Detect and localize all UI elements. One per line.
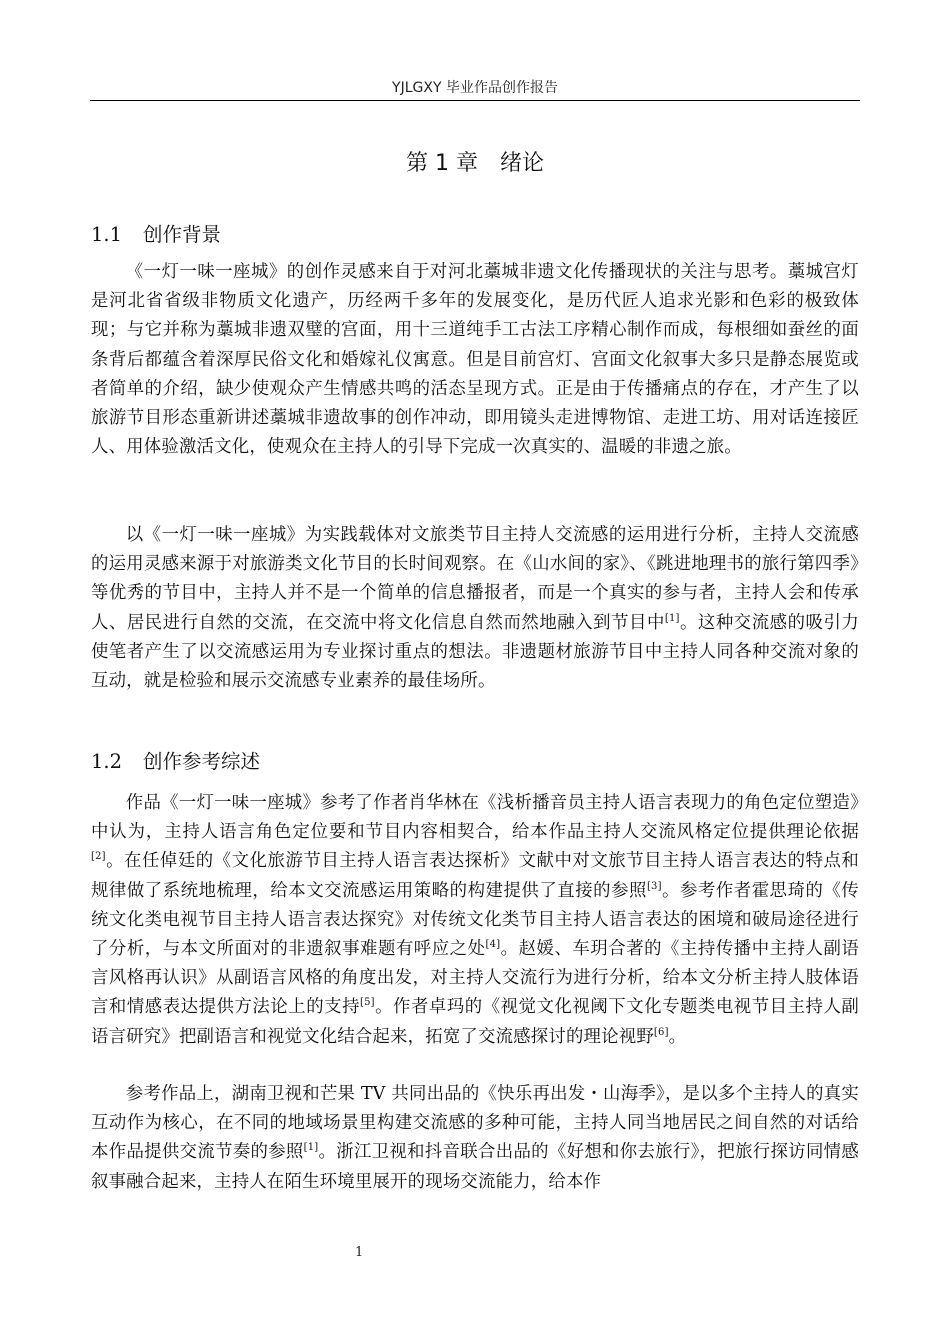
section-title: 创作背景 <box>143 223 222 246</box>
header-rule <box>90 100 860 101</box>
page-number: 1 <box>355 1245 364 1260</box>
paragraph: 《一灯一味一座城》的创作灵感来自于对河北藁城非遗文化传播现状的关注与思考。藁城宫灯是河北省省级非物质文化遗产，历经两千多年的发展变化，是历代匠人追求光影和色彩的极致体现；与它并称为藁城非遗双璧的宫面，用十三道纯手工古法工序精心制作而成，每根细如蚕丝的面条背后都蕴含着深厚民俗文化和婚嫁礼仪寓意。但是目前宫灯、宫面文化叙事大多只是静态展览或者简单的介绍，缺少使观众产生情感共鸣的活态呈现方式。正是由于传播痛点的存在，才产生了以旅游节目形态重新讲述藁城非遗故事的创作冲动，即用镜头走进博物馆、走进工坊、用对话连接匠人、用体验激活文化，使观众在主持人的引导下完成一次真实的、温暖的非遗之旅。 <box>91 262 859 458</box>
paragraph <box>91 789 859 1052</box>
citation-ref: [5] <box>360 997 375 1009</box>
citation-ref: [1] <box>303 1142 319 1154</box>
section-heading-1-1 <box>91 219 221 247</box>
paragraph-text: 。在任倬廷的《文化旅游节目主持人语言表达探析》文献中对文旅节目主持人语言表达的特点和规律做了系统地梳理，给本文交流感运用策略的构建提供了直接的参照 <box>91 851 859 901</box>
paragraph-text: 。 <box>668 1026 687 1047</box>
paragraph-text: 作品《一灯一味一座城》参考了作者肖华林在《浅析播音员主持人语言表现力的角色定位塑造》中认为，主持人语言角色定位要和节目内容相契合，给本作品主持人交流风格定位提供理论依据 <box>91 793 859 843</box>
paragraph-text: 。参考作者霍思琦的《传统文化类电视节目主持人语言表达探究》对传统文化类节目主持人语言表达的困境和破局途径进行了分析，与本文所面对的非遗叙事难题有呼应之处 <box>91 880 859 960</box>
chapter-title <box>90 146 860 177</box>
citation-ref: [4] <box>485 939 501 951</box>
paragraph-text: 。赵媛、车玥合著的《主持传播中主持人副语言风格再认识》从副语言风格的角度出发，对主持人交流行为进行分析，给本文分析主持人肢体语言和情感表达提供方法论上的支持 <box>91 939 859 1018</box>
paragraph-text: 。浙江卫视和抖音联合出品的《好想和你去旅行》，把旅行探访同情感叙事融合起来，主持人在陌生环境里展开的现场交流能力，给本作 <box>91 1142 859 1192</box>
citation-ref: [2] <box>91 851 106 863</box>
paragraph <box>91 1080 859 1197</box>
paragraph-text: 参考作品上，湖南卫视和芒果 TV 共同出品的《快乐再出发・山海季》，是以多个主持人的真实互动作为核心，在不同的地域场景里构建交流感的多种可能，主持人同当地居民之间自然的对话给本作品提供交流节奏的参照 <box>91 1084 859 1163</box>
paragraph-text: 以《一灯一味一座城》为实践载体对文旅类节目主持人交流感的运用进行分析，主持人交流感的运用灵感来源于对旅游类文化节目的长时间观察。在《山水间的家》、《跳进地理书的旅行第四季》等优秀的节目中，主持人并不是一个简单的信息播报者，而是一个真实的参与者，主持人会和传承人、居民进行自然的交流，在交流中将文化信息自然而然地融入到节目中 <box>91 525 859 633</box>
chapter-name: 绪论 <box>499 151 544 176</box>
running-header: YJLGXY 毕业作品创作报告 <box>392 80 558 96</box>
citation-ref: [3] <box>646 880 662 892</box>
section-title: 创作参考综述 <box>143 750 261 773</box>
section-number: 1.2 <box>91 750 123 773</box>
paragraph-text: 。这种交流感的吸引力使笔者产生了以交流感运用为专业探讨重点的想法。非遗题材旅游节目中主持人同各种交流对象的互动，就是检验和展示交流感专业素养的最佳场所。 <box>91 612 859 692</box>
section-heading-1-2 <box>91 746 260 774</box>
citation-ref: [6] <box>653 1026 669 1038</box>
paragraph <box>91 521 859 696</box>
chapter-number: 第 1 章 <box>406 151 478 176</box>
section-number: 1.1 <box>91 223 123 246</box>
citation-ref: [1] <box>664 612 680 624</box>
paragraph-text: 。作者卓玛的《视觉文化视阈下文化专题类电视节目主持人副语言研究》把副语言和视觉文化结合起来，拓宽了交流感探讨的理论视野 <box>91 997 859 1047</box>
